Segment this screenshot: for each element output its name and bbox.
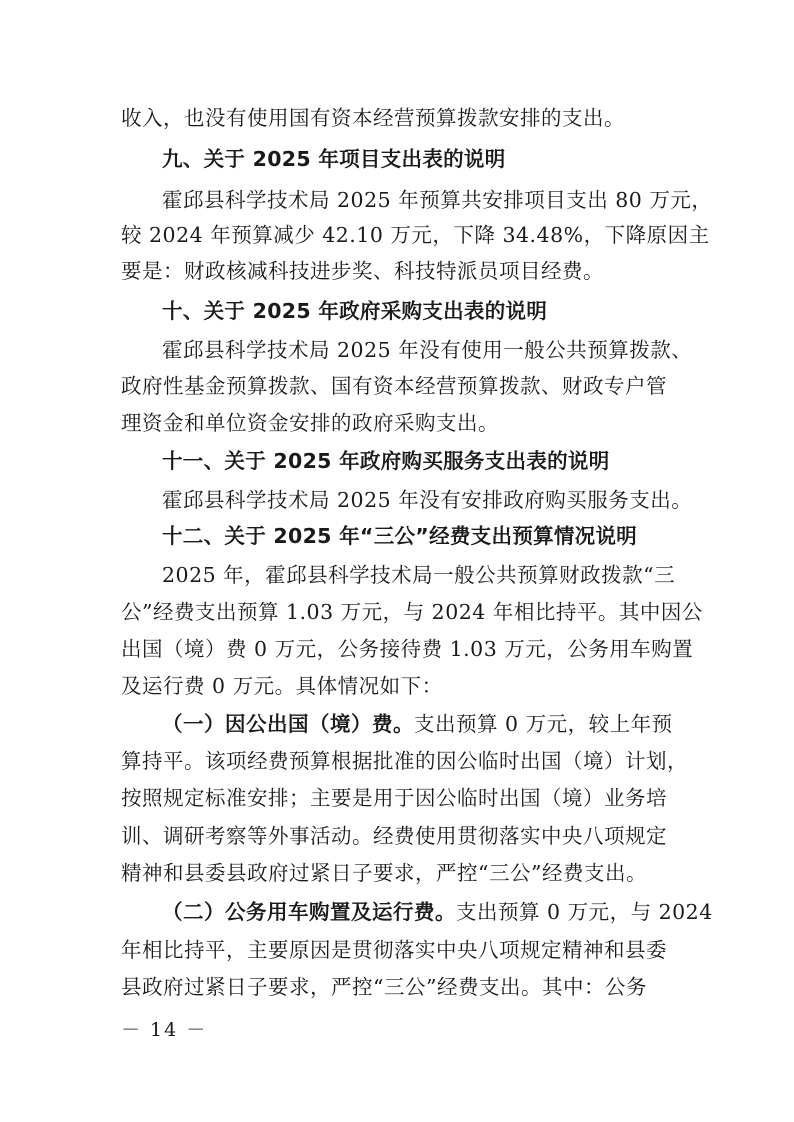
body-line: 精神和县委县政府过紧日子要求，严控“三公”经费支出。 [121,861,647,885]
section-heading-10: 十、关于 2025 年政府采购支出表的说明 [162,299,548,323]
body-line: 年相比持平，主要原因是贯彻落实中央八项规定精神和县委 [121,938,667,962]
body-line: 收入，也没有使用国有资本经营预算拨款安排的支出。 [121,106,625,130]
body-line: 训、调研考察等外事活动。经费使用贯彻落实中央八项规定 [121,824,667,848]
subsection-title: （一）因公出国（境）费。 [162,712,414,736]
section-heading-9: 九、关于 2025 年项目支出表的说明 [162,147,506,171]
body-line: 按照规定标准安排；主要是用于因公临时出国（境）业务培 [121,786,667,810]
body-line: 公”经费支出预算 1.03 万元，与 2024 年相比持平。其中因公 [121,600,703,624]
body-line: 霍邱县科学技术局 2025 年没有使用一般公共预算拨款、 [162,338,693,362]
subsection-text: 支出预算 0 万元，较上年预 [414,712,673,736]
subsection-line-2 [162,898,713,926]
section-heading-12: 十二、关于 2025 年“三公”经费支出预算情况说明 [162,524,638,548]
body-line: 及运行费 0 万元。具体情况如下： [121,674,443,698]
body-line: 出国（境）费 0 万元，公务接待费 1.03 万元，公务用车购置 [121,637,694,661]
body-line: 较 2024 年预算减少 42.10 万元，下降 34.48%，下降原因主 [121,223,710,247]
body-line: 霍邱县科学技术局 2025 年没有安排政府购买服务支出。 [162,488,693,512]
body-line: 县政府过紧日子要求，严控“三公”经费支出。其中：公务 [121,975,647,999]
subsection-title: （二）公务用车购置及运行费。 [162,900,456,924]
subsection-line-1 [162,710,673,738]
body-line: 要是：财政核减科技进步奖、科技特派员项目经费。 [121,259,604,283]
body-line: 政府性基金预算拨款、国有资本经营预算拨款、财政专户管 [121,374,667,398]
page-number: － 14 － [121,1019,208,1041]
subsection-text: 支出预算 0 万元，与 2024 [456,900,713,924]
body-line: 算持平。该项经费预算根据批准的因公临时出国（境）计划， [121,749,688,773]
section-heading-11: 十一、关于 2025 年政府购买服务支出表的说明 [162,449,610,473]
body-line: 理资金和单位资金安排的政府采购支出。 [121,411,499,435]
body-line: 霍邱县科学技术局 2025 年预算共安排项目支出 80 万元， [162,188,713,212]
body-line: 2025 年，霍邱县科学技术局一般公共预算财政拨款“三 [162,563,676,587]
